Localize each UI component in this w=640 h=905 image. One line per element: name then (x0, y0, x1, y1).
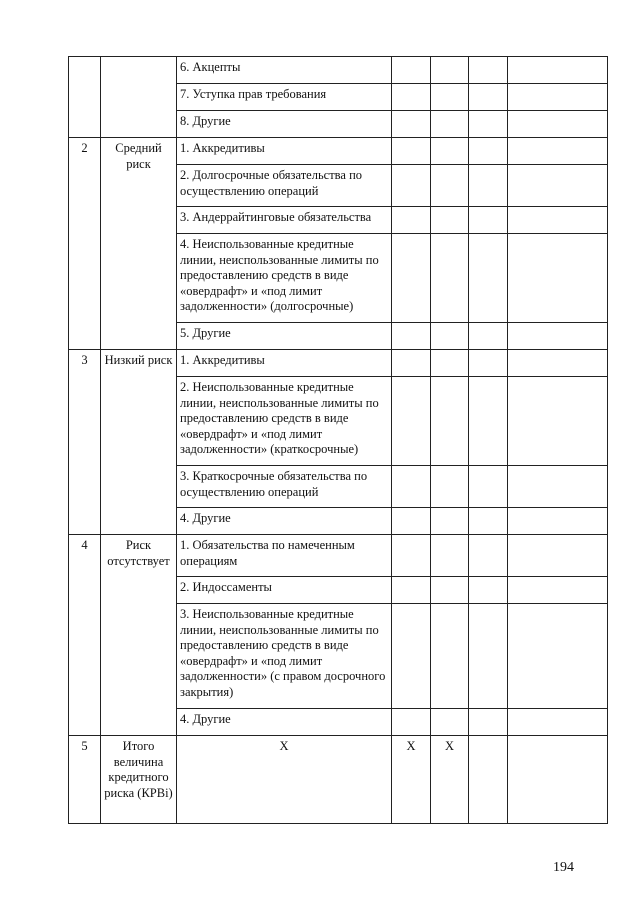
risk-group-cell: Низкий риск (101, 350, 177, 535)
value-cell (508, 604, 608, 709)
value-cell (469, 604, 508, 709)
value-cell (431, 165, 469, 207)
value-cell (469, 577, 508, 604)
item-cell: 7. Уступка прав требования (177, 84, 392, 111)
value-cell (431, 466, 469, 508)
value-cell (392, 111, 431, 138)
value-cell (431, 84, 469, 111)
item-cell: 1. Обязательства по намеченным операциям (177, 535, 392, 577)
item-cell: 2. Неиспользованные кредитные линии, неиспользованные лимиты по предоставлению средств в виде «овердрафт» и «под лимит задолженности» (краткосрочные) (177, 377, 392, 466)
value-cell (469, 350, 508, 377)
value-cell (508, 165, 608, 207)
value-cell (469, 111, 508, 138)
value-cell (392, 577, 431, 604)
value-cell (508, 377, 608, 466)
value-cell (469, 84, 508, 111)
item-cell: 5. Другие (177, 323, 392, 350)
item-cell: 3. Неиспользованные кредитные линии, неиспользованные лимиты по предоставлению средств в виде «овердрафт» и «под лимит задолженности» (с правом досрочного закрытия) (177, 604, 392, 709)
value-cell (469, 234, 508, 323)
value-cell (469, 138, 508, 165)
value-cell (431, 508, 469, 535)
value-cell (392, 535, 431, 577)
value-cell (508, 207, 608, 234)
value-cell (431, 604, 469, 709)
value-cell (469, 709, 508, 736)
item-cell: 3. Андеррайтинговые обязательства (177, 207, 392, 234)
value-cell (508, 466, 608, 508)
value-cell (469, 508, 508, 535)
value-cell (508, 508, 608, 535)
total-mark-cell: Х (392, 736, 431, 824)
value-cell (508, 57, 608, 84)
item-cell: 4. Другие (177, 709, 392, 736)
value-cell (508, 577, 608, 604)
value-cell (508, 84, 608, 111)
risk-group-cell (101, 57, 177, 138)
value-cell (392, 57, 431, 84)
value-cell (469, 377, 508, 466)
value-cell (392, 466, 431, 508)
item-cell: 1. Аккредитивы (177, 138, 392, 165)
value-cell (392, 138, 431, 165)
credit-risk-table (68, 56, 608, 824)
item-cell: 2. Индоссаменты (177, 577, 392, 604)
item-cell: 6. Акцепты (177, 57, 392, 84)
item-cell: 4. Другие (177, 508, 392, 535)
value-cell (431, 323, 469, 350)
table-row (69, 535, 608, 577)
value-cell (392, 84, 431, 111)
value-cell (392, 377, 431, 466)
table-row (69, 57, 608, 84)
row-number-cell: 5 (69, 736, 101, 824)
item-cell: 2. Долгосрочные обязательства по осуществлению операций (177, 165, 392, 207)
value-cell (392, 234, 431, 323)
value-cell (469, 323, 508, 350)
table-body (69, 57, 608, 824)
value-cell (431, 377, 469, 466)
value-cell (508, 323, 608, 350)
value-cell (392, 350, 431, 377)
value-cell (431, 350, 469, 377)
item-cell: 8. Другие (177, 111, 392, 138)
value-cell (392, 604, 431, 709)
row-number-cell (69, 57, 101, 138)
value-cell (431, 111, 469, 138)
value-cell (431, 57, 469, 84)
value-cell (392, 165, 431, 207)
item-cell: 4. Неиспользованные кредитные линии, неиспользованные лимиты по предоставлению средств в виде «овердрафт» и «под лимит задолженности» (долгосрочные) (177, 234, 392, 323)
value-cell (508, 535, 608, 577)
value-cell (431, 207, 469, 234)
value-cell (508, 234, 608, 323)
value-cell (508, 138, 608, 165)
value-cell (469, 736, 508, 824)
value-cell (431, 138, 469, 165)
value-cell (469, 57, 508, 84)
value-cell (431, 709, 469, 736)
value-cell (469, 165, 508, 207)
total-label-cell: Итого величина кредитного риска (КРВi) (101, 736, 177, 824)
row-number-cell: 4 (69, 535, 101, 736)
value-cell (508, 111, 608, 138)
page-number: 194 (553, 860, 574, 875)
value-cell (392, 207, 431, 234)
value-cell (392, 323, 431, 350)
value-cell (431, 234, 469, 323)
row-number-cell: 2 (69, 138, 101, 350)
value-cell (392, 508, 431, 535)
risk-group-cell: Риск отсутствует (101, 535, 177, 736)
table-row (69, 138, 608, 165)
item-cell: 1. Аккредитивы (177, 350, 392, 377)
total-mark-cell: Х (431, 736, 469, 824)
risk-table-container (68, 56, 607, 824)
value-cell (469, 535, 508, 577)
total-mark-cell: Х (177, 736, 392, 824)
risk-group-cell: Средний риск (101, 138, 177, 350)
value-cell (469, 207, 508, 234)
value-cell (392, 709, 431, 736)
item-cell: 3. Краткосрочные обязательства по осуществлению операций (177, 466, 392, 508)
value-cell (431, 577, 469, 604)
total-row (69, 736, 608, 824)
row-number-cell: 3 (69, 350, 101, 535)
value-cell (508, 736, 608, 824)
table-row (69, 350, 608, 377)
value-cell (508, 350, 608, 377)
value-cell (469, 466, 508, 508)
value-cell (508, 709, 608, 736)
value-cell (431, 535, 469, 577)
